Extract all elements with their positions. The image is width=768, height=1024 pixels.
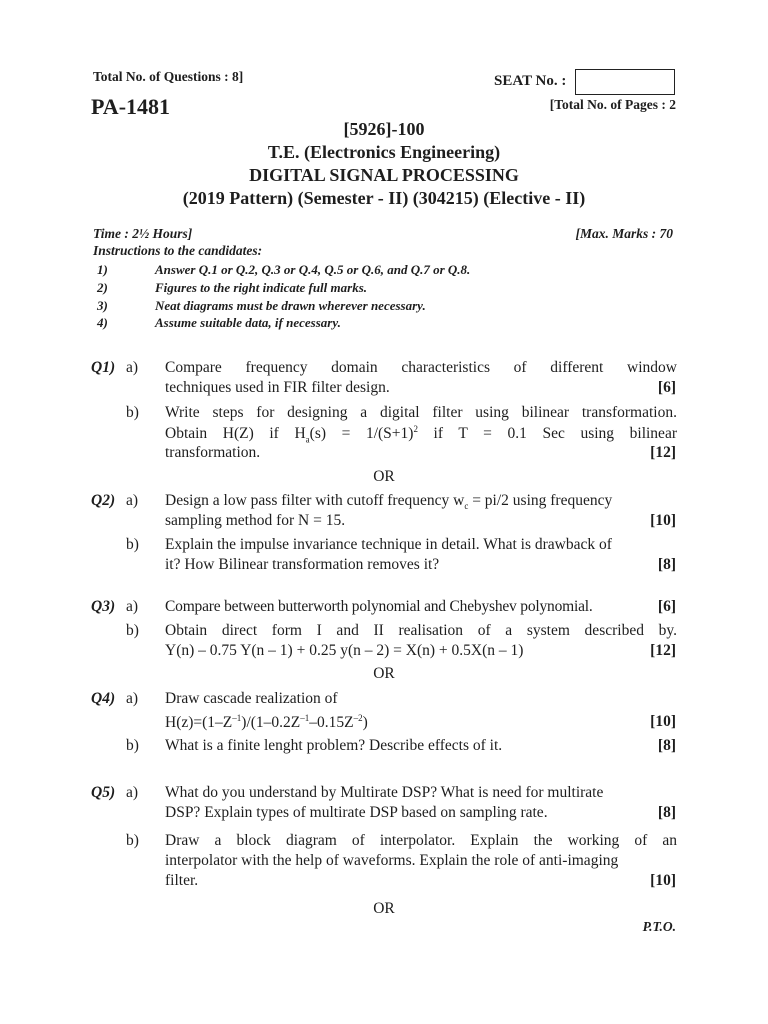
time-info: Time : 2½ Hours] bbox=[93, 226, 193, 241]
marks: [6] bbox=[657, 379, 676, 396]
marks: [12] bbox=[650, 444, 676, 461]
instructions-heading: Instructions to the candidates: bbox=[93, 243, 263, 258]
instruction-item: 2) Figures to the right indicate full marks. bbox=[97, 280, 368, 295]
question-text: What is a finite lenght problem? Describe effects of it. bbox=[165, 737, 503, 754]
question-label: Q3) bbox=[91, 598, 116, 615]
question-text: techniques used in FIR filter design. bbox=[165, 379, 390, 396]
part-label: b) bbox=[126, 404, 139, 421]
seat-label: SEAT No. : bbox=[494, 73, 567, 89]
or-separator: OR bbox=[373, 468, 395, 485]
part-label: a) bbox=[126, 492, 139, 509]
question-text: Write steps for designing a digital filter using bilinear transformation. bbox=[165, 404, 677, 421]
question-text: filter. bbox=[165, 872, 199, 889]
question-text: What do you understand by Multirate DSP? What is need for multirate bbox=[165, 784, 604, 801]
part-label: a) bbox=[126, 359, 139, 376]
question-label: Q1) bbox=[91, 359, 116, 376]
question-label: Q2) bbox=[91, 492, 116, 509]
part-label: b) bbox=[126, 536, 139, 553]
part-label: a) bbox=[126, 598, 139, 615]
question-text: Obtain H(Z) if $H_a(s) = 1/(S+1)^2$ if T = 0.1 Sec using bilinear bbox=[165, 424, 677, 445]
question-text: sampling method for N = 15. bbox=[165, 512, 346, 529]
part-label: b) bbox=[126, 737, 139, 754]
question-text: transformation. bbox=[165, 444, 261, 461]
marks: [10] bbox=[650, 512, 676, 529]
or-separator: OR bbox=[373, 900, 395, 917]
question-label: Q4) bbox=[91, 690, 116, 707]
part-label: b) bbox=[126, 832, 139, 849]
part-label: a) bbox=[126, 690, 139, 707]
pto-label: P.T.O. bbox=[642, 919, 676, 934]
question-text: Y(n) – 0.75 Y(n – 1) + 0.25 y(n – 2) = X(n) + 0.5X(n – 1) bbox=[165, 642, 524, 659]
question-text: Compare between butterworth polynomial and Chebyshev polynomial. bbox=[165, 598, 593, 615]
course-title: T.E. (Electronics Engineering) bbox=[267, 142, 501, 162]
marks: [8] bbox=[657, 556, 676, 573]
question-text: Design a low pass filter with cutoff frequency $w_c = pi/2$ using frequency bbox=[165, 492, 613, 512]
question-text: $H(z)=(1-Z^{-1})/(1-0.2Z^{-1}-0.15Z^{-2})$ bbox=[165, 713, 368, 732]
marks: [12] bbox=[650, 642, 676, 659]
marks: [10] bbox=[650, 713, 676, 730]
question-text: Draw cascade realization of bbox=[165, 690, 338, 707]
marks: [6] bbox=[657, 598, 676, 615]
question-text: DSP? Explain types of multirate DSP based on sampling rate. bbox=[165, 804, 548, 821]
part-label: a) bbox=[126, 784, 139, 801]
question-text: Obtain direct form I and II realisation of a system described by. bbox=[165, 622, 677, 639]
paper-code: PA-1481 bbox=[91, 94, 171, 119]
question-text: Explain the impulse invariance technique in detail. What is drawback of bbox=[165, 536, 612, 553]
part-label: b) bbox=[126, 622, 139, 639]
max-marks: [Max. Marks : 70 bbox=[575, 226, 673, 241]
question-text: Draw a block diagram of interpolator. Explain the working of an bbox=[165, 832, 677, 849]
marks: [10] bbox=[650, 872, 676, 889]
seat-number-box[interactable] bbox=[575, 69, 675, 95]
pattern-line: (2019 Pattern) (Semester - II) (304215) (Elective - II) bbox=[182, 188, 586, 208]
marks: [8] bbox=[657, 737, 676, 754]
instruction-item: 3) Neat diagrams must be drawn wherever necessary. bbox=[97, 298, 426, 313]
question-text: Compare frequency domain characteristics of different window bbox=[165, 359, 677, 376]
total-questions: Total No. of Questions : 8] bbox=[93, 69, 244, 84]
question-label: Q5) bbox=[91, 784, 116, 801]
marks: [8] bbox=[657, 804, 676, 821]
or-separator: OR bbox=[373, 665, 395, 682]
question-text: it? How Bilinear transformation removes it? bbox=[165, 556, 440, 573]
subject-title: DIGITAL SIGNAL PROCESSING bbox=[249, 165, 519, 185]
question-text: interpolator with the help of waveforms. Explain the role of anti-imaging bbox=[165, 852, 619, 869]
total-pages: [Total No. of Pages : 2 bbox=[549, 97, 676, 112]
instruction-item: 4) Assume suitable data, if necessary. bbox=[97, 315, 341, 330]
exam-code: [5926]-100 bbox=[343, 119, 425, 139]
instruction-item: 1) Answer Q.1 or Q.2, Q.3 or Q.4, Q.5 or Q.6, and Q.7 or Q.8. bbox=[97, 262, 471, 277]
